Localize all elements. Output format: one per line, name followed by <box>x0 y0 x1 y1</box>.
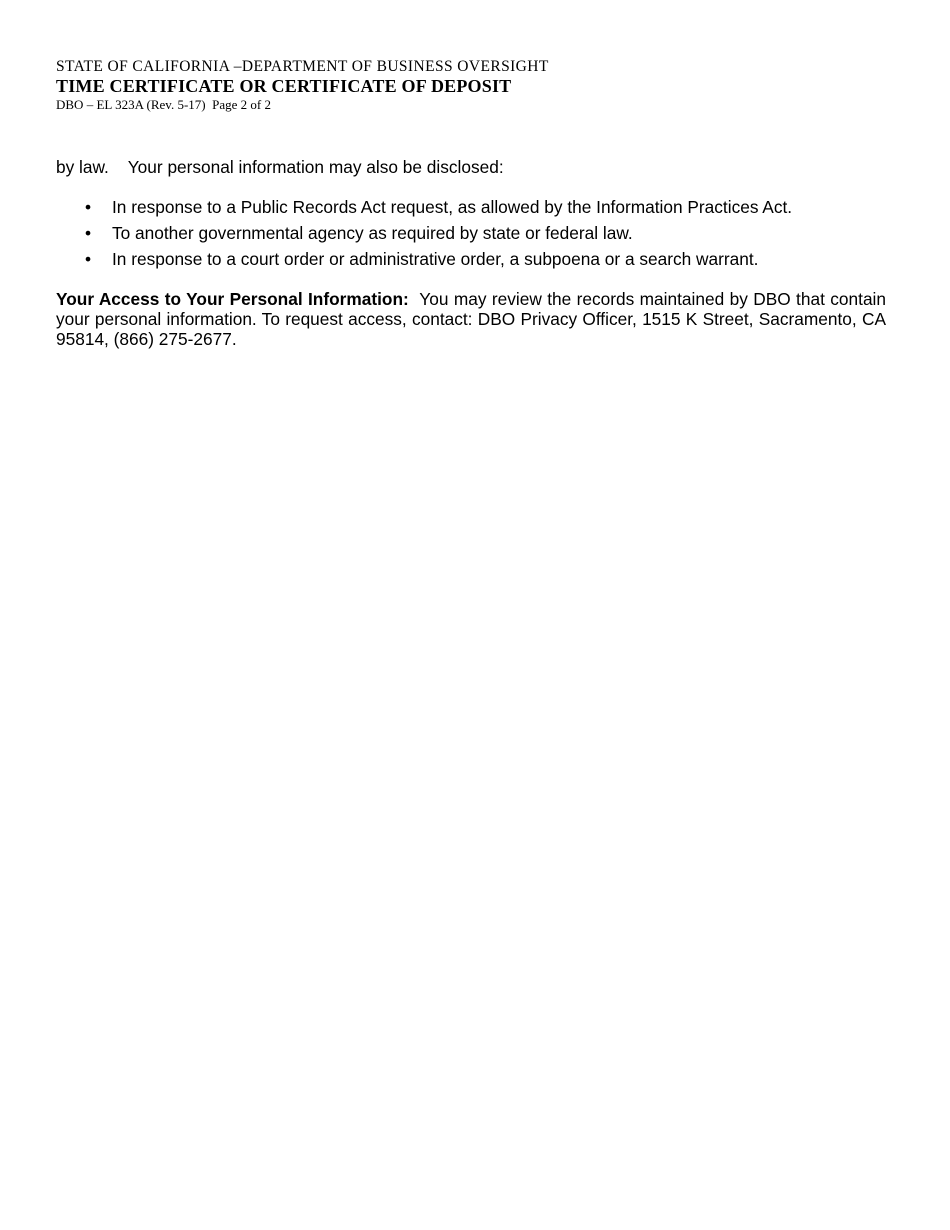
list-item <box>85 197 886 217</box>
list-item-text: In response to a court order or administrative order, a subpoena or a search warrant. <box>112 249 759 269</box>
access-text: You may review the records maintained by DBO that contain your personal information. To request access, contact: DBO Privacy Officer, 1515 K Street, Sacramento, CA 95814, (866) 275-2677. <box>56 289 887 349</box>
list-item <box>85 223 886 243</box>
list-item <box>85 249 886 269</box>
agency-name: STATE OF CALIFORNIA –DEPARTMENT OF BUSINESS OVERSIGHT <box>56 58 549 75</box>
access-paragraph <box>56 289 886 349</box>
document-header <box>56 57 549 113</box>
access-heading: Your Access to Your Personal Information: <box>56 289 409 309</box>
bullet-icon: • <box>85 197 92 217</box>
bullet-icon: • <box>85 223 92 243</box>
form-id: DBO – EL 323A (Rev. 5-17) Page 2 of 2 <box>56 97 271 112</box>
disclosure-list <box>56 197 886 269</box>
form-title: TIME CERTIFICATE OR CERTIFICATE OF DEPOSIT <box>56 76 512 96</box>
list-item-text: In response to a Public Records Act request, as allowed by the Information Practices Act. <box>112 197 793 217</box>
intro-text: by law. Your personal information may also be disclosed: <box>56 157 504 177</box>
bullet-icon: • <box>85 249 92 269</box>
document-body <box>56 157 886 349</box>
list-item-text: To another governmental agency as required by state or federal law. <box>112 223 633 243</box>
